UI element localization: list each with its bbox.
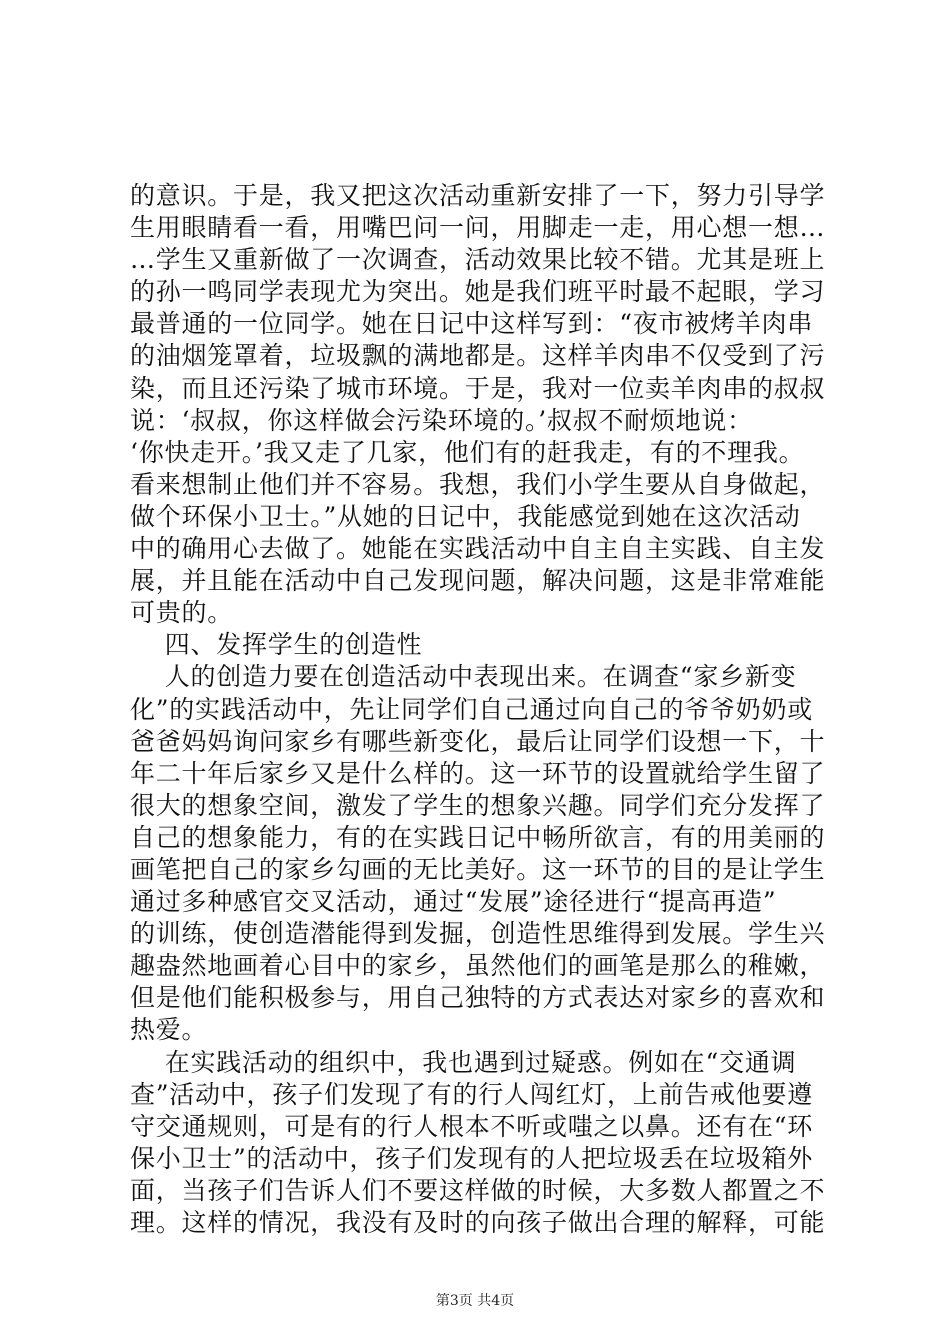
text-line: 的孙一鸣同学表现尤为突出。她是我们班平时最不起眼，学习	[130, 277, 826, 307]
page-number-footer: 第3页 共4页	[435, 1293, 515, 1309]
text-line: 生用眼睛看一看，用嘴巴问一问，用脚走一走，用心想一想…	[130, 213, 826, 243]
text-line: 画笔把自己的家乡勾画的无比美好。这一环节的目的是让学生	[130, 854, 826, 884]
text-line: ‘你快走开。’我又走了几家，他们有的赶我走，有的不理我。	[130, 437, 805, 467]
text-line: 爸爸妈妈询问家乡有哪些新变化，最后让同学们设想一下，十	[130, 726, 826, 756]
text-line: …学生又重新做了一次调查，活动效果比较不错。尤其是班上	[130, 245, 826, 275]
text-line: 展，并且能在活动中自己发现问题，解决问题，这是非常难能	[130, 566, 826, 596]
text-line: 面，当孩子们告诉人们不要这样做的时候，大多数人都置之不	[130, 1175, 826, 1205]
text-line: 看来想制止他们并不容易。我想，我们小学生要从自身做起，	[130, 469, 826, 499]
text-line: 保小卫士”的活动中，孩子们发现有的人把垃圾丢在垃圾箱外	[130, 1143, 814, 1173]
text-line: 中的确用心去做了。她能在实践活动中自主自主实践、自主发	[130, 534, 826, 564]
text-line: 很大的想象空间，激发了学生的想象兴趣。同学们充分发挥了	[130, 790, 826, 820]
text-line: 可贵的。	[130, 598, 234, 628]
section-heading: 四、发挥学生的创造性	[130, 630, 423, 660]
text-line: 的意识。于是，我又把这次活动重新安排了一下，努力引导学	[130, 181, 826, 210]
text-line: 热爱。	[130, 1015, 208, 1045]
text-line: 理。这样的情况，我没有及时的向孩子做出合理的解释，可能	[130, 1208, 826, 1237]
text-line: 但是他们能积极参与，用自己独特的方式表达对家乡的喜欢和	[130, 983, 826, 1013]
text-line: 做个环保小卫士。”从她的日记中，我能感觉到她在这次活动	[130, 501, 801, 531]
text-line: 年二十年后家乡又是什么样的。这一环节的设置就给学生留了	[130, 758, 826, 788]
text-line: 的油烟笼罩着，垃圾飘的满地都是。这样羊肉串不仅受到了污	[130, 341, 826, 371]
body-text	[130, 180, 830, 1239]
text-line: 在实践活动的组织中，我也遇到过疑惑。例如在“交通调	[130, 1047, 797, 1077]
text-line: 的训练，使创造潜能得到发掘，创造性思维得到发展。学生兴	[130, 919, 826, 949]
text-line: 查”活动中，孩子们发现了有的行人闯红灯，上前告戒他要遵	[130, 1079, 814, 1109]
text-line: 自己的想象能力，有的在实践日记中畅所欲言，有的用美丽的	[130, 822, 826, 852]
text-line: 人的创造力要在创造活动中表现出来。在调查“家乡新变	[130, 662, 797, 692]
text-line: 最普通的一位同学。她在日记中这样写到：“夜市被烤羊肉串	[130, 309, 814, 339]
text-line: 趣盎然地画着心目中的家乡，虽然他们的画笔是那么的稚嫩，	[130, 951, 826, 981]
text-line: 通过多种感官交叉活动，通过“发展”途径进行“提高再造”	[130, 887, 777, 917]
text-line: 染，而且还污染了城市环境。于是，我对一位卖羊肉串的叔叔	[130, 373, 826, 403]
text-line: 说：‘叔叔，你这样做会污染环境的。’叔叔不耐烦地说：	[130, 405, 753, 435]
text-line: 化”的实践活动中，先让同学们自己通过向自己的爷爷奶奶或	[130, 694, 814, 724]
text-line: 守交通规则，可是有的行人根本不听或嗤之以鼻。还有在“环	[130, 1111, 814, 1141]
